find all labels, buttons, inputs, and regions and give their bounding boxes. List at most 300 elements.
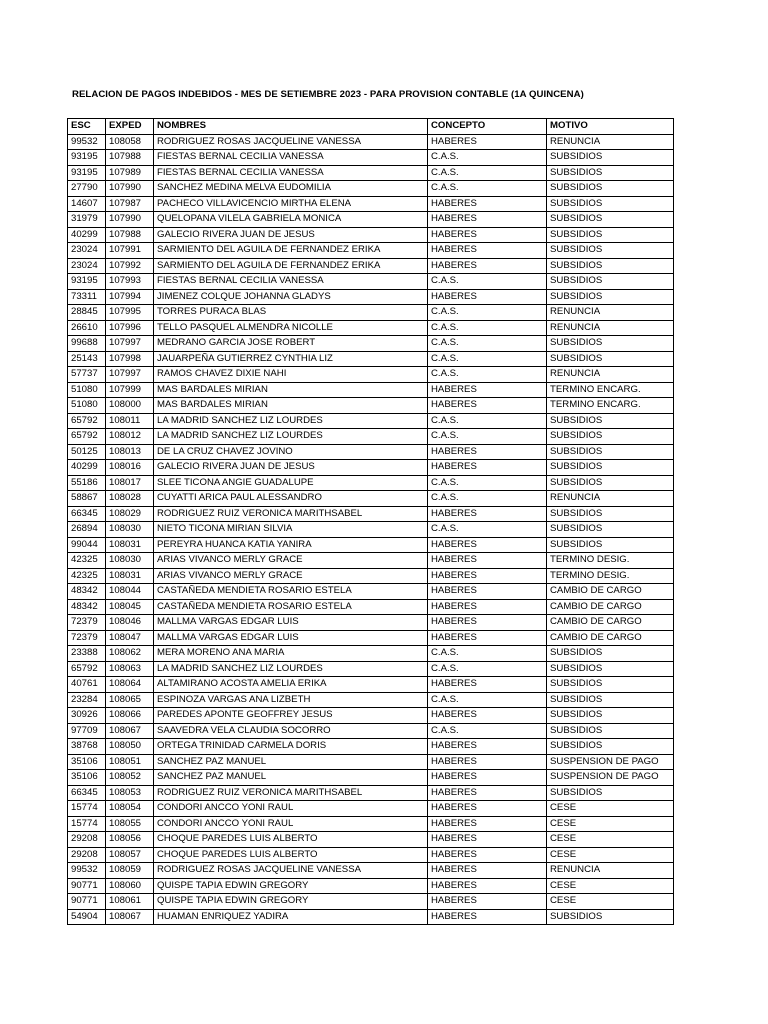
table-header-row — [68, 119, 674, 135]
cell-motivo: SUBSIDIOS — [547, 522, 674, 538]
cell-motivo: TERMINO DESIG. — [547, 553, 674, 569]
cell-concepto: HABERES — [428, 816, 547, 832]
cell-nombres: QUISPE TAPIA EDWIN GREGORY — [154, 878, 428, 894]
cell-motivo: CAMBIO DE CARGO — [547, 630, 674, 646]
cell-exped: 108051 — [106, 754, 154, 770]
cell-motivo: CAMBIO DE CARGO — [547, 584, 674, 600]
cell-nombres: CUYATTI ARICA PAUL ALESSANDRO — [154, 491, 428, 507]
cell-concepto: HABERES — [428, 553, 547, 569]
table-row — [68, 677, 674, 693]
cell-exped: 107996 — [106, 320, 154, 336]
cell-concepto: HABERES — [428, 630, 547, 646]
cell-esc: 14607 — [68, 196, 106, 212]
cell-concepto: HABERES — [428, 537, 547, 553]
cell-motivo: RENUNCIA — [547, 863, 674, 879]
cell-exped: 108046 — [106, 615, 154, 631]
cell-nombres: MAS BARDALES MIRIAN — [154, 398, 428, 414]
cell-motivo: TERMINO ENCARG. — [547, 398, 674, 414]
cell-concepto: HABERES — [428, 227, 547, 243]
cell-esc: 23024 — [68, 243, 106, 259]
cell-concepto: C.A.S. — [428, 367, 547, 383]
cell-nombres: SANCHEZ PAZ MANUEL — [154, 770, 428, 786]
cell-exped: 107988 — [106, 227, 154, 243]
cell-esc: 55186 — [68, 475, 106, 491]
table-row — [68, 367, 674, 383]
cell-exped: 108053 — [106, 785, 154, 801]
cell-nombres: JIMENEZ COLQUE JOHANNA GLADYS — [154, 289, 428, 305]
table-row — [68, 863, 674, 879]
cell-concepto: C.A.S. — [428, 181, 547, 197]
cell-esc: 23388 — [68, 646, 106, 662]
cell-concepto: HABERES — [428, 832, 547, 848]
column-header-esc: ESC — [68, 119, 106, 135]
table-row — [68, 599, 674, 615]
table-row — [68, 181, 674, 197]
table-body — [68, 134, 674, 925]
table-row — [68, 336, 674, 352]
table-row — [68, 196, 674, 212]
cell-exped: 108052 — [106, 770, 154, 786]
cell-exped: 108030 — [106, 553, 154, 569]
cell-nombres: PAREDES APONTE GEOFFREY JESUS — [154, 708, 428, 724]
cell-nombres: NIETO TICONA MIRIAN SILVIA — [154, 522, 428, 538]
cell-exped: 108058 — [106, 134, 154, 150]
cell-concepto: C.A.S. — [428, 646, 547, 662]
cell-nombres: MALLMA VARGAS EDGAR LUIS — [154, 630, 428, 646]
cell-esc: 29208 — [68, 832, 106, 848]
cell-motivo: SUBSIDIOS — [547, 336, 674, 352]
cell-concepto: HABERES — [428, 599, 547, 615]
column-header-concepto: CONCEPTO — [428, 119, 547, 135]
cell-nombres: FIESTAS BERNAL CECILIA VANESSA — [154, 150, 428, 166]
cell-esc: 57737 — [68, 367, 106, 383]
cell-motivo: CAMBIO DE CARGO — [547, 615, 674, 631]
cell-motivo: SUBSIDIOS — [547, 739, 674, 755]
cell-esc: 99532 — [68, 863, 106, 879]
cell-nombres: SAAVEDRA VELA CLAUDIA SOCORRO — [154, 723, 428, 739]
cell-exped: 108062 — [106, 646, 154, 662]
cell-motivo: RENUNCIA — [547, 491, 674, 507]
cell-esc: 29208 — [68, 847, 106, 863]
cell-nombres: PEREYRA HUANCA KATIA YANIRA — [154, 537, 428, 553]
cell-motivo: SUBSIDIOS — [547, 196, 674, 212]
cell-exped: 108045 — [106, 599, 154, 615]
cell-esc: 40299 — [68, 227, 106, 243]
cell-concepto: C.A.S. — [428, 692, 547, 708]
table-row — [68, 894, 674, 910]
cell-exped: 107988 — [106, 150, 154, 166]
cell-esc: 72379 — [68, 630, 106, 646]
cell-concepto: HABERES — [428, 894, 547, 910]
cell-esc: 99044 — [68, 537, 106, 553]
cell-concepto: HABERES — [428, 770, 547, 786]
cell-nombres: LA MADRID SANCHEZ LIZ LOURDES — [154, 429, 428, 445]
cell-motivo: SUBSIDIOS — [547, 274, 674, 290]
cell-motivo: SUBSIDIOS — [547, 150, 674, 166]
cell-motivo: RENUNCIA — [547, 367, 674, 383]
cell-esc: 90771 — [68, 894, 106, 910]
cell-esc: 27790 — [68, 181, 106, 197]
cell-esc: 90771 — [68, 878, 106, 894]
cell-nombres: GALECIO RIVERA JUAN DE JESUS — [154, 227, 428, 243]
table-row — [68, 491, 674, 507]
cell-exped: 108013 — [106, 444, 154, 460]
cell-concepto: HABERES — [428, 212, 547, 228]
table-row — [68, 630, 674, 646]
cell-exped: 108057 — [106, 847, 154, 863]
table-row — [68, 661, 674, 677]
cell-esc: 30926 — [68, 708, 106, 724]
cell-esc: 65792 — [68, 413, 106, 429]
cell-nombres: SARMIENTO DEL AGUILA DE FERNANDEZ ERIKA — [154, 258, 428, 274]
cell-nombres: DE LA CRUZ CHAVEZ JOVINO — [154, 444, 428, 460]
cell-esc: 93195 — [68, 150, 106, 166]
cell-esc: 35106 — [68, 770, 106, 786]
cell-nombres: TELLO PASQUEL ALMENDRA NICOLLE — [154, 320, 428, 336]
cell-exped: 108017 — [106, 475, 154, 491]
cell-nombres: RODRIGUEZ ROSAS JACQUELINE VANESSA — [154, 863, 428, 879]
cell-nombres: ARIAS VIVANCO MERLY GRACE — [154, 568, 428, 584]
cell-esc: 58867 — [68, 491, 106, 507]
cell-concepto: HABERES — [428, 506, 547, 522]
table-row — [68, 212, 674, 228]
table-row — [68, 785, 674, 801]
cell-motivo: TERMINO DESIG. — [547, 568, 674, 584]
cell-nombres: GALECIO RIVERA JUAN DE JESUS — [154, 460, 428, 476]
table-row — [68, 522, 674, 538]
cell-motivo: SUBSIDIOS — [547, 909, 674, 925]
cell-motivo: SUBSIDIOS — [547, 460, 674, 476]
cell-motivo: SUBSIDIOS — [547, 785, 674, 801]
cell-esc: 51080 — [68, 382, 106, 398]
cell-esc: 42325 — [68, 568, 106, 584]
cell-concepto: HABERES — [428, 382, 547, 398]
cell-exped: 108064 — [106, 677, 154, 693]
cell-exped: 108055 — [106, 816, 154, 832]
cell-exped: 108061 — [106, 894, 154, 910]
cell-nombres: RODRIGUEZ RUIZ VERONICA MARITHSABEL — [154, 506, 428, 522]
table-row — [68, 460, 674, 476]
cell-esc: 48342 — [68, 599, 106, 615]
cell-esc: 65792 — [68, 661, 106, 677]
table-row — [68, 305, 674, 321]
cell-motivo: CESE — [547, 878, 674, 894]
cell-exped: 107999 — [106, 382, 154, 398]
cell-nombres: SANCHEZ MEDINA MELVA EUDOMILIA — [154, 181, 428, 197]
cell-nombres: RODRIGUEZ ROSAS JACQUELINE VANESSA — [154, 134, 428, 150]
table-row — [68, 258, 674, 274]
table-row — [68, 553, 674, 569]
table-row — [68, 847, 674, 863]
cell-motivo: CESE — [547, 894, 674, 910]
cell-nombres: LA MADRID SANCHEZ LIZ LOURDES — [154, 413, 428, 429]
cell-concepto: HABERES — [428, 801, 547, 817]
cell-concepto: C.A.S. — [428, 429, 547, 445]
cell-nombres: ARIAS VIVANCO MERLY GRACE — [154, 553, 428, 569]
cell-concepto: C.A.S. — [428, 723, 547, 739]
cell-concepto: C.A.S. — [428, 150, 547, 166]
cell-exped: 107991 — [106, 243, 154, 259]
cell-motivo: SUBSIDIOS — [547, 429, 674, 445]
cell-nombres: CONDORI ANCCO YONI RAUL — [154, 816, 428, 832]
cell-exped: 108056 — [106, 832, 154, 848]
cell-nombres: TORRES PURACA BLAS — [154, 305, 428, 321]
cell-motivo: SUBSIDIOS — [547, 692, 674, 708]
page-title: RELACION DE PAGOS INDEBIDOS - MES DE SETIEMBRE 2023 - PARA PROVISION CONTABLE (1A QUINCENA) — [72, 89, 584, 100]
cell-esc: 28845 — [68, 305, 106, 321]
cell-concepto: HABERES — [428, 708, 547, 724]
table-row — [68, 909, 674, 925]
cell-concepto: C.A.S. — [428, 351, 547, 367]
table-row — [68, 243, 674, 259]
cell-nombres: MAS BARDALES MIRIAN — [154, 382, 428, 398]
cell-nombres: SLEE TICONA ANGIE GUADALUPE — [154, 475, 428, 491]
cell-exped: 107997 — [106, 336, 154, 352]
cell-concepto: C.A.S. — [428, 661, 547, 677]
column-header-motivo: MOTIVO — [547, 119, 674, 135]
cell-motivo: SUBSIDIOS — [547, 165, 674, 181]
table-row — [68, 274, 674, 290]
cell-nombres: CASTAÑEDA MENDIETA ROSARIO ESTELA — [154, 584, 428, 600]
cell-nombres: MALLMA VARGAS EDGAR LUIS — [154, 615, 428, 631]
cell-esc: 25143 — [68, 351, 106, 367]
table-row — [68, 134, 674, 150]
cell-concepto: HABERES — [428, 460, 547, 476]
cell-nombres: HUAMAN ENRIQUEZ YADIRA — [154, 909, 428, 925]
cell-motivo: SUBSIDIOS — [547, 181, 674, 197]
cell-esc: 35106 — [68, 754, 106, 770]
table-row — [68, 739, 674, 755]
table-row — [68, 227, 674, 243]
cell-esc: 40761 — [68, 677, 106, 693]
cell-nombres: JAUARPEÑA GUTIERREZ CYNTHIA LIZ — [154, 351, 428, 367]
cell-esc: 23024 — [68, 258, 106, 274]
cell-esc: 66345 — [68, 785, 106, 801]
cell-exped: 108063 — [106, 661, 154, 677]
cell-concepto: HABERES — [428, 754, 547, 770]
cell-exped: 108030 — [106, 522, 154, 538]
cell-concepto: HABERES — [428, 258, 547, 274]
table-row — [68, 537, 674, 553]
table-row — [68, 832, 674, 848]
cell-exped: 107990 — [106, 212, 154, 228]
cell-esc: 93195 — [68, 274, 106, 290]
cell-motivo: SUBSIDIOS — [547, 258, 674, 274]
cell-exped: 108066 — [106, 708, 154, 724]
cell-nombres: QUISPE TAPIA EDWIN GREGORY — [154, 894, 428, 910]
cell-motivo: SUBSIDIOS — [547, 289, 674, 305]
cell-concepto: C.A.S. — [428, 336, 547, 352]
cell-concepto: HABERES — [428, 785, 547, 801]
cell-exped: 108054 — [106, 801, 154, 817]
cell-exped: 108031 — [106, 568, 154, 584]
cell-exped: 108029 — [106, 506, 154, 522]
cell-esc: 31979 — [68, 212, 106, 228]
table-row — [68, 878, 674, 894]
cell-esc: 73311 — [68, 289, 106, 305]
cell-concepto: C.A.S. — [428, 522, 547, 538]
table-row — [68, 289, 674, 305]
cell-motivo: CESE — [547, 801, 674, 817]
cell-nombres: CHOQUE PAREDES LUIS ALBERTO — [154, 832, 428, 848]
cell-motivo: CESE — [547, 847, 674, 863]
cell-concepto: HABERES — [428, 847, 547, 863]
cell-nombres: ESPINOZA VARGAS ANA LIZBETH — [154, 692, 428, 708]
cell-esc: 15774 — [68, 816, 106, 832]
cell-concepto: C.A.S. — [428, 165, 547, 181]
cell-motivo: SUBSIDIOS — [547, 537, 674, 553]
cell-exped: 107997 — [106, 367, 154, 383]
table-row — [68, 506, 674, 522]
cell-concepto: C.A.S. — [428, 305, 547, 321]
cell-motivo: SUSPENSION DE PAGO — [547, 754, 674, 770]
cell-exped: 108059 — [106, 863, 154, 879]
cell-concepto: HABERES — [428, 398, 547, 414]
table-row — [68, 320, 674, 336]
cell-concepto: HABERES — [428, 568, 547, 584]
cell-exped: 108067 — [106, 723, 154, 739]
table-row — [68, 754, 674, 770]
cell-nombres: FIESTAS BERNAL CECILIA VANESSA — [154, 165, 428, 181]
cell-nombres: RODRIGUEZ RUIZ VERONICA MARITHSABEL — [154, 785, 428, 801]
cell-esc: 99532 — [68, 134, 106, 150]
table-row — [68, 150, 674, 166]
table-row — [68, 413, 674, 429]
cell-exped: 107989 — [106, 165, 154, 181]
cell-concepto: C.A.S. — [428, 413, 547, 429]
cell-concepto: HABERES — [428, 863, 547, 879]
cell-motivo: SUBSIDIOS — [547, 708, 674, 724]
cell-motivo: SUBSIDIOS — [547, 677, 674, 693]
cell-concepto: HABERES — [428, 584, 547, 600]
cell-concepto: HABERES — [428, 615, 547, 631]
cell-concepto: HABERES — [428, 444, 547, 460]
cell-nombres: LA MADRID SANCHEZ LIZ LOURDES — [154, 661, 428, 677]
cell-exped: 107993 — [106, 274, 154, 290]
cell-motivo: SUBSIDIOS — [547, 475, 674, 491]
cell-motivo: SUBSIDIOS — [547, 646, 674, 662]
cell-motivo: SUBSIDIOS — [547, 723, 674, 739]
cell-nombres: ORTEGA TRINIDAD CARMELA DORIS — [154, 739, 428, 755]
cell-esc: 51080 — [68, 398, 106, 414]
cell-exped: 107992 — [106, 258, 154, 274]
cell-esc: 99688 — [68, 336, 106, 352]
cell-esc: 72379 — [68, 615, 106, 631]
cell-nombres: CHOQUE PAREDES LUIS ALBERTO — [154, 847, 428, 863]
cell-concepto: C.A.S. — [428, 274, 547, 290]
table-row — [68, 351, 674, 367]
cell-nombres: ALTAMIRANO ACOSTA AMELIA ERIKA — [154, 677, 428, 693]
cell-exped: 108012 — [106, 429, 154, 445]
cell-esc: 93195 — [68, 165, 106, 181]
cell-concepto: HABERES — [428, 134, 547, 150]
cell-motivo: SUBSIDIOS — [547, 506, 674, 522]
table-row — [68, 646, 674, 662]
cell-nombres: MEDRANO GARCIA JOSE ROBERT — [154, 336, 428, 352]
cell-nombres: SANCHEZ PAZ MANUEL — [154, 754, 428, 770]
cell-concepto: HABERES — [428, 196, 547, 212]
cell-nombres: FIESTAS BERNAL CECILIA VANESSA — [154, 274, 428, 290]
cell-motivo: SUBSIDIOS — [547, 351, 674, 367]
cell-nombres: MERA MORENO ANA MARIA — [154, 646, 428, 662]
cell-concepto: HABERES — [428, 243, 547, 259]
cell-motivo: SUBSIDIOS — [547, 243, 674, 259]
table-row — [68, 615, 674, 631]
cell-exped: 108065 — [106, 692, 154, 708]
cell-motivo: RENUNCIA — [547, 305, 674, 321]
cell-exped: 108044 — [106, 584, 154, 600]
cell-esc: 65792 — [68, 429, 106, 445]
table-row — [68, 429, 674, 445]
column-header-exped: EXPED — [106, 119, 154, 135]
cell-motivo: SUSPENSION DE PAGO — [547, 770, 674, 786]
cell-esc: 54904 — [68, 909, 106, 925]
cell-concepto: HABERES — [428, 878, 547, 894]
cell-esc: 66345 — [68, 506, 106, 522]
cell-esc: 38768 — [68, 739, 106, 755]
cell-exped: 107990 — [106, 181, 154, 197]
cell-esc: 23284 — [68, 692, 106, 708]
cell-concepto: HABERES — [428, 677, 547, 693]
cell-motivo: TERMINO ENCARG. — [547, 382, 674, 398]
cell-exped: 108047 — [106, 630, 154, 646]
cell-exped: 108060 — [106, 878, 154, 894]
cell-nombres: RAMOS CHAVEZ DIXIE NAHI — [154, 367, 428, 383]
column-header-nombres: NOMBRES — [154, 119, 428, 135]
cell-exped: 107995 — [106, 305, 154, 321]
cell-motivo: CESE — [547, 832, 674, 848]
cell-exped: 108050 — [106, 739, 154, 755]
table-row — [68, 692, 674, 708]
table-row — [68, 165, 674, 181]
cell-motivo: RENUNCIA — [547, 320, 674, 336]
cell-exped: 108031 — [106, 537, 154, 553]
cell-nombres: QUELOPANA VILELA GABRIELA MONICA — [154, 212, 428, 228]
table-row — [68, 475, 674, 491]
table-row — [68, 708, 674, 724]
cell-esc: 40299 — [68, 460, 106, 476]
cell-exped: 107998 — [106, 351, 154, 367]
cell-exped: 107987 — [106, 196, 154, 212]
table-row — [68, 382, 674, 398]
cell-exped: 108016 — [106, 460, 154, 476]
cell-motivo: SUBSIDIOS — [547, 227, 674, 243]
cell-exped: 107994 — [106, 289, 154, 305]
cell-concepto: HABERES — [428, 739, 547, 755]
cell-concepto: C.A.S. — [428, 475, 547, 491]
cell-motivo: SUBSIDIOS — [547, 661, 674, 677]
payments-table — [67, 118, 674, 925]
cell-esc: 26610 — [68, 320, 106, 336]
cell-motivo: CESE — [547, 816, 674, 832]
cell-concepto: HABERES — [428, 289, 547, 305]
table-row — [68, 816, 674, 832]
cell-esc: 42325 — [68, 553, 106, 569]
table-row — [68, 584, 674, 600]
table-row — [68, 723, 674, 739]
cell-nombres: CASTAÑEDA MENDIETA ROSARIO ESTELA — [154, 599, 428, 615]
cell-esc: 97709 — [68, 723, 106, 739]
table-row — [68, 568, 674, 584]
cell-motivo: RENUNCIA — [547, 134, 674, 150]
cell-exped: 108067 — [106, 909, 154, 925]
cell-esc: 15774 — [68, 801, 106, 817]
cell-exped: 108028 — [106, 491, 154, 507]
cell-exped: 108000 — [106, 398, 154, 414]
cell-concepto: C.A.S. — [428, 320, 547, 336]
table-row — [68, 770, 674, 786]
cell-motivo: CAMBIO DE CARGO — [547, 599, 674, 615]
